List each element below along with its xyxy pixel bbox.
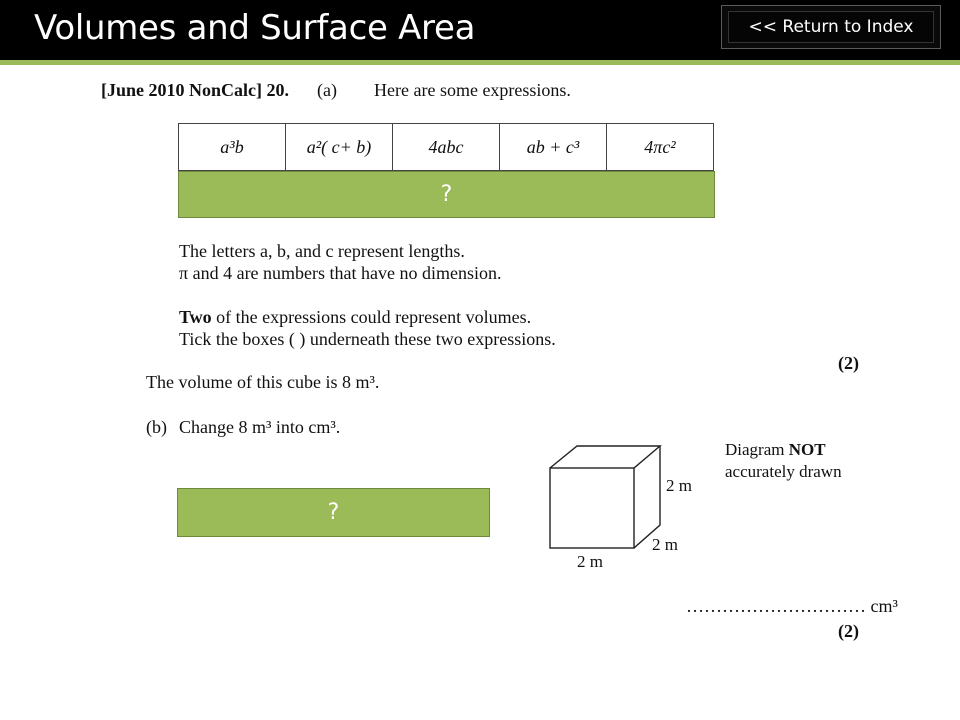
two-rest: of the expressions could represent volumes. — [211, 307, 532, 327]
cube-width-label: 2 m — [577, 552, 603, 571]
reveal-answer-b-label: ? — [327, 500, 340, 525]
cube-side-edge — [634, 446, 660, 548]
diagram-note-line-2: accurately drawn — [725, 462, 842, 481]
part-b-text: Change 8 m³ into cm³. — [179, 417, 341, 437]
two-expressions-line — [179, 307, 531, 328]
expression-cell: 4abc — [393, 124, 500, 171]
answer-line: ………………………… cm³ — [686, 596, 898, 616]
reveal-answer-b-button[interactable] — [177, 488, 490, 537]
tick-boxes-line — [179, 329, 556, 350]
cube-diagram — [540, 440, 710, 575]
part-b-label: (b) — [146, 417, 167, 437]
expression-cell: 4πc² — [607, 124, 714, 171]
part-a-label: (a) — [317, 80, 337, 100]
reveal-answer-a-label: ? — [440, 182, 453, 207]
diagram-note-line-1 — [725, 440, 826, 460]
question-source: [June 2010 NonCalc] 20. — [101, 80, 289, 100]
marks-part-a: (2) — [838, 353, 859, 373]
expression-cell: ab + c³ — [500, 124, 607, 171]
expression-cell: a²( c+ b) — [286, 124, 393, 171]
cube-height-label: 2 m — [666, 476, 692, 495]
cube-top-face — [550, 446, 660, 468]
expressions-table — [178, 123, 714, 171]
cube-volume-text: The volume of this cube is 8 m³. — [146, 372, 380, 392]
tick-pre: Tick the boxes ( — [179, 329, 295, 349]
cube-front-face — [550, 468, 634, 548]
diagram-note-pre: Diagram — [725, 440, 789, 459]
expression-cell: a³b — [179, 124, 286, 171]
letters-line-1: The letters a, b, and c represent lengths. — [179, 241, 465, 261]
two-word: Two — [179, 307, 212, 327]
return-to-index-button[interactable] — [721, 5, 941, 49]
tick-post: ) underneath these two expressions. — [299, 329, 556, 349]
part-a-intro: Here are some expressions. — [374, 80, 571, 100]
reveal-answer-a-button[interactable] — [178, 171, 715, 218]
letters-line-2: π and 4 are numbers that have no dimension. — [179, 263, 502, 283]
return-to-index-label: << Return to Index — [748, 17, 914, 37]
expressions-row — [179, 124, 714, 171]
header-accent-rule — [0, 60, 960, 65]
diagram-note-bold: NOT — [788, 440, 826, 459]
page-title: Volumes and Surface Area — [34, 8, 476, 48]
marks-part-b: (2) — [838, 621, 859, 641]
return-to-index-inner[interactable] — [728, 11, 934, 43]
cube-depth-label: 2 m — [652, 535, 678, 554]
